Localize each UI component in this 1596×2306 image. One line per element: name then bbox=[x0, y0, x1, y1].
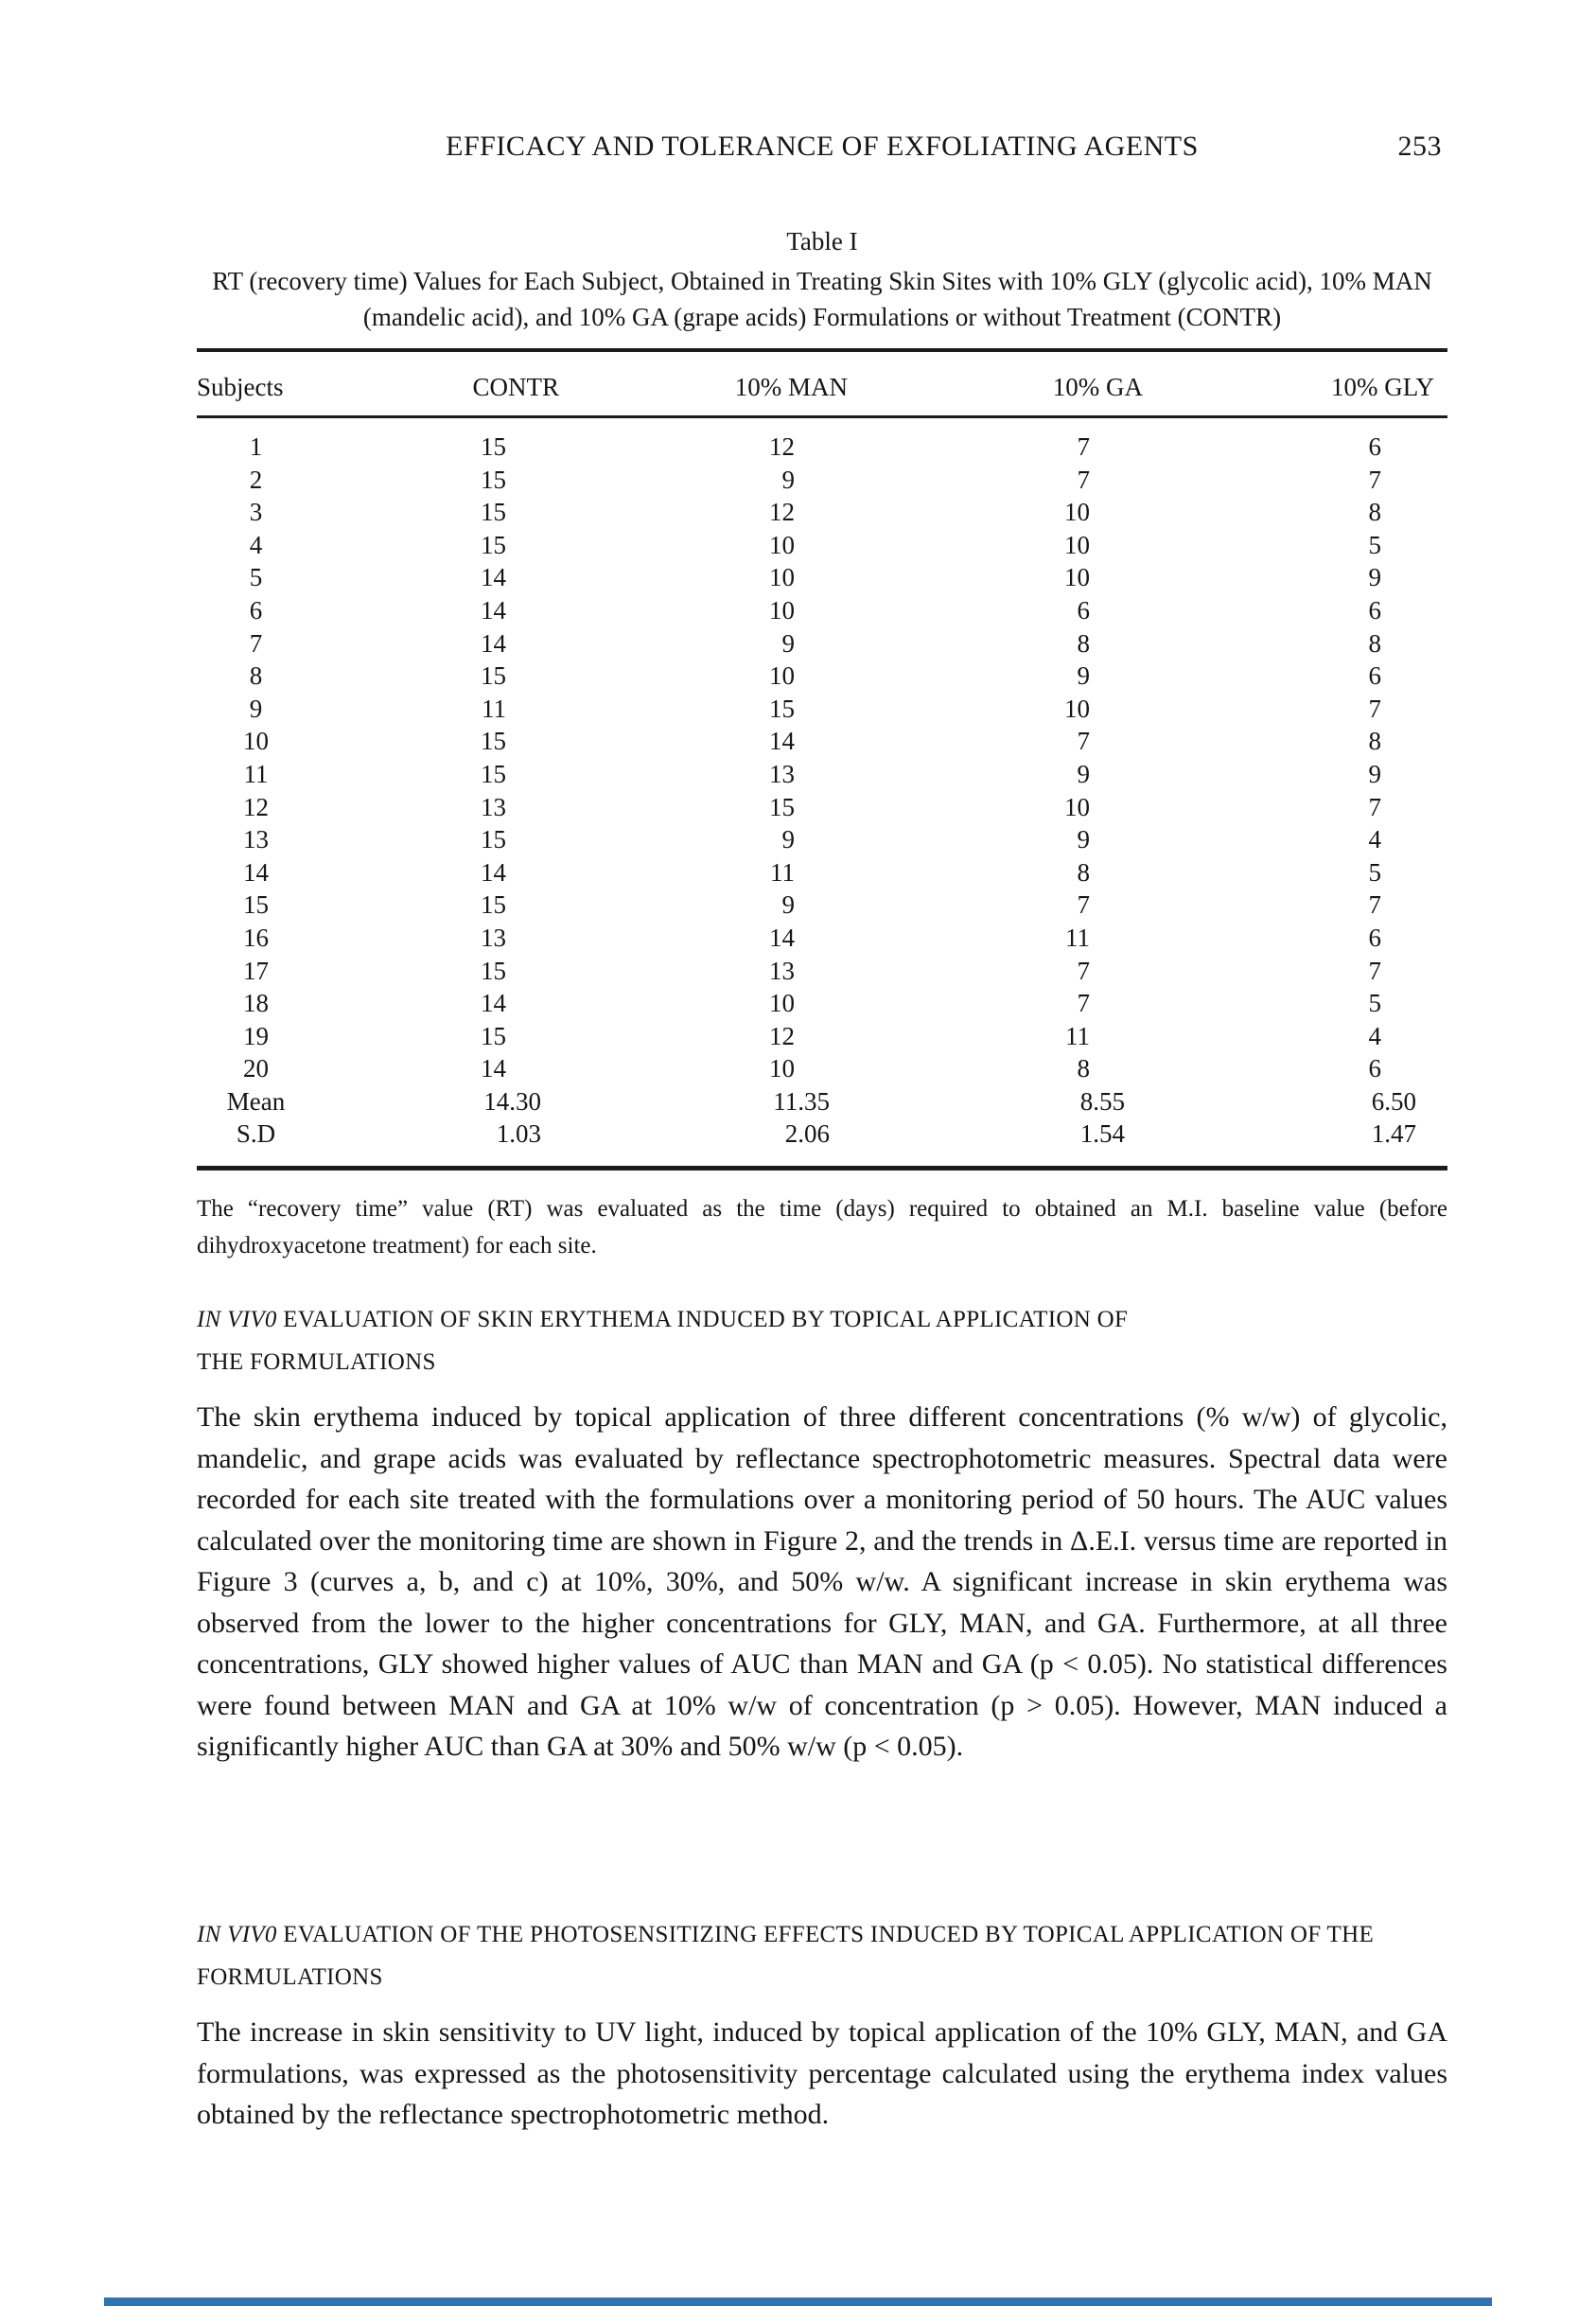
value-cell: 12 bbox=[769, 1021, 795, 1050]
value-cell: 7 bbox=[1368, 465, 1381, 494]
value-cell: 6 bbox=[1077, 595, 1090, 625]
value-cell: 4 bbox=[1368, 1021, 1381, 1050]
value-cell: 7 bbox=[1077, 727, 1090, 756]
value-cell: 10 bbox=[1064, 694, 1090, 723]
bottom-accent-bar bbox=[104, 2297, 1492, 2306]
value-cell: 12 bbox=[769, 432, 795, 461]
column-header-contr: CONTR bbox=[315, 350, 572, 417]
value-cell: 13 bbox=[481, 792, 506, 821]
table-row bbox=[197, 627, 1447, 660]
column-header-ga: 10% GA bbox=[861, 350, 1156, 417]
value-cell: 10 bbox=[1064, 530, 1090, 559]
table-body bbox=[197, 417, 1447, 1169]
value-cell: 6 bbox=[1368, 923, 1381, 952]
value-cell: 1.03 bbox=[496, 1119, 541, 1149]
table-row bbox=[197, 660, 1447, 693]
table-block bbox=[197, 227, 1447, 1171]
subject-cell: 9 bbox=[249, 694, 263, 723]
table-row bbox=[197, 561, 1447, 594]
value-cell: 9 bbox=[1077, 661, 1090, 691]
running-head: EFFICACY AND TOLERANCE OF EXFOLIATING AGENTS bbox=[446, 131, 1199, 162]
value-cell: 14 bbox=[769, 727, 795, 756]
table-caption: RT (recovery time) Values for Each Subject, Obtained in Treating Skin Sites with 10% GLY (glycolic acid), 10% MAN (mandelic acid), and 10% GA (grape acids) Formulations or without Treatment (CONTR) bbox=[212, 267, 1432, 331]
value-cell: 5 bbox=[1368, 857, 1381, 887]
value-cell: 8 bbox=[1368, 498, 1381, 527]
value-cell: 6 bbox=[1368, 595, 1381, 625]
table-row bbox=[197, 922, 1447, 955]
subject-cell: S.D bbox=[236, 1119, 276, 1149]
subject-cell: 2 bbox=[249, 465, 263, 494]
value-cell: 10 bbox=[1064, 563, 1090, 592]
value-cell: 15 bbox=[481, 432, 506, 461]
value-cell: 8 bbox=[1368, 628, 1381, 658]
value-cell: 5 bbox=[1368, 530, 1381, 559]
subject-cell: 17 bbox=[243, 956, 269, 985]
value-cell: 9 bbox=[781, 628, 795, 658]
value-cell: 6 bbox=[1368, 432, 1381, 461]
section-body-erythema: The skin erythema induced by topical application of three different concentrations (% w/w) of glycolic, mandelic, and grape acids was evaluated by reflectance spectrophotometric measures. Spectral data were recorded for each site treated with the formulations over a monitoring period of 50 hours. The AUC values calculated over the monitoring time are shown in Figure 2, and the trends in Δ.E.I. versus time are reported in Figure 3 (curves a, b, and c) at 10%, 30%, and 50% w/w. A significant increase in skin erythema was observed from the lower to the higher concentrations for GLY, MAN, and GA. Furthermore, at all three concentrations, GLY showed higher values of AUC than MAN and GA (p < 0.05). No statistical differences were found between MAN and GA at 10% w/w of concentration (p > 0.05). However, MAN induced a significantly higher AUC than GA at 30% and 50% w/w (p < 0.05). bbox=[197, 1401, 1447, 1762]
value-cell: 15 bbox=[481, 465, 506, 494]
value-cell: 10 bbox=[769, 530, 795, 559]
table-row bbox=[197, 889, 1447, 922]
section-heading-rest: EVALUATION OF SKIN ERYTHEMA INDUCED BY TOPICAL APPLICATION OF THE FORMULATIONS bbox=[197, 1307, 1129, 1375]
subject-cell: 4 bbox=[249, 530, 263, 559]
value-cell: 11 bbox=[1065, 923, 1090, 952]
subject-cell: 12 bbox=[243, 792, 269, 821]
value-cell: 7 bbox=[1368, 956, 1381, 985]
table-title: Table I bbox=[786, 227, 858, 255]
subject-cell: 11 bbox=[243, 759, 269, 788]
value-cell: 2.06 bbox=[784, 1119, 830, 1149]
value-cell: 10 bbox=[769, 563, 795, 592]
value-cell: 15 bbox=[481, 890, 506, 920]
value-cell: 15 bbox=[481, 661, 506, 691]
value-cell: 15 bbox=[481, 727, 506, 756]
value-cell: 9 bbox=[781, 465, 795, 494]
value-cell: 8 bbox=[1368, 727, 1381, 756]
value-cell: 14 bbox=[481, 595, 506, 625]
value-cell: 9 bbox=[781, 890, 795, 920]
page-number: 253 bbox=[1397, 131, 1442, 162]
value-cell: 10 bbox=[769, 595, 795, 625]
section-heading-erythema bbox=[197, 1298, 1171, 1383]
running-head-row bbox=[197, 131, 1447, 163]
section-heading-rest: EVALUATION OF THE PHOTOSENSITIZING EFFECTS INDUCED BY TOPICAL APPLICATION OF THE FORMULATIONS bbox=[197, 1922, 1375, 1990]
value-cell: 6.50 bbox=[1371, 1086, 1416, 1116]
value-cell: 10 bbox=[1064, 498, 1090, 527]
subject-cell: 3 bbox=[249, 498, 263, 527]
table-row bbox=[197, 1020, 1447, 1053]
table-row bbox=[197, 417, 1447, 464]
value-cell: 10 bbox=[1064, 792, 1090, 821]
value-cell: 13 bbox=[769, 956, 795, 985]
value-cell: 6 bbox=[1368, 1054, 1381, 1083]
value-cell: 14 bbox=[481, 857, 506, 887]
value-cell: 7 bbox=[1368, 890, 1381, 920]
section-heading-photosensitizing bbox=[197, 1913, 1398, 1998]
table-row bbox=[197, 496, 1447, 529]
table-row bbox=[197, 791, 1447, 824]
subject-cell: 8 bbox=[249, 661, 263, 691]
subject-cell: 14 bbox=[243, 857, 269, 887]
value-cell: 15 bbox=[481, 825, 506, 854]
value-cell: 7 bbox=[1077, 465, 1090, 494]
value-cell: 7 bbox=[1077, 432, 1090, 461]
value-cell: 15 bbox=[769, 694, 795, 723]
table-row bbox=[197, 955, 1447, 988]
value-cell: 7 bbox=[1368, 792, 1381, 821]
value-cell: 11 bbox=[482, 694, 506, 723]
value-cell: 15 bbox=[481, 530, 506, 559]
value-cell: 15 bbox=[481, 759, 506, 788]
table-row bbox=[197, 1052, 1447, 1085]
value-cell: 15 bbox=[481, 498, 506, 527]
table-footnote: The “recovery time” value (RT) was evaluated as the time (days) required to obtained an M.I. baseline value (before dihydroxyacetone treatment) for each site. bbox=[197, 1196, 1447, 1259]
value-cell: 7 bbox=[1077, 890, 1090, 920]
value-cell: 13 bbox=[481, 923, 506, 952]
value-cell: 8 bbox=[1077, 628, 1090, 658]
table-row bbox=[197, 594, 1447, 627]
value-cell: 10 bbox=[769, 989, 795, 1018]
table-row bbox=[197, 1118, 1447, 1168]
value-cell: 9 bbox=[1077, 759, 1090, 788]
value-cell: 1.47 bbox=[1371, 1119, 1416, 1149]
column-header-man: 10% MAN bbox=[572, 350, 861, 417]
value-cell: 15 bbox=[481, 956, 506, 985]
value-cell: 14 bbox=[769, 923, 795, 952]
value-cell: 9 bbox=[1368, 563, 1381, 592]
subject-cell: 10 bbox=[243, 727, 269, 756]
value-cell: 10 bbox=[769, 1054, 795, 1083]
table-row bbox=[197, 987, 1447, 1020]
subject-cell: 18 bbox=[243, 989, 269, 1018]
value-cell: 10 bbox=[769, 661, 795, 691]
section-heading-lead: IN VIV0 bbox=[197, 1307, 277, 1332]
table-row bbox=[197, 758, 1447, 791]
value-cell: 14.30 bbox=[483, 1086, 541, 1116]
table-row bbox=[197, 1085, 1447, 1118]
column-header-subjects: Subjects bbox=[197, 350, 315, 417]
value-cell: 11 bbox=[1065, 1021, 1090, 1050]
subject-cell: 1 bbox=[249, 432, 263, 461]
value-cell: 7 bbox=[1077, 989, 1090, 1018]
value-cell: 13 bbox=[769, 759, 795, 788]
value-cell: 11 bbox=[770, 857, 795, 887]
value-cell: 1.54 bbox=[1079, 1119, 1125, 1149]
value-cell: 4 bbox=[1368, 825, 1381, 854]
value-cell: 11.35 bbox=[773, 1086, 830, 1116]
value-cell: 8 bbox=[1077, 857, 1090, 887]
value-cell: 14 bbox=[481, 989, 506, 1018]
recovery-time-table bbox=[197, 348, 1447, 1171]
subject-cell: 19 bbox=[243, 1021, 269, 1050]
table-row bbox=[197, 464, 1447, 497]
value-cell: 8 bbox=[1077, 1054, 1090, 1083]
value-cell: 6 bbox=[1368, 661, 1381, 691]
value-cell: 14 bbox=[481, 563, 506, 592]
value-cell: 7 bbox=[1368, 694, 1381, 723]
value-cell: 12 bbox=[769, 498, 795, 527]
table-row bbox=[197, 693, 1447, 726]
value-cell: 14 bbox=[481, 628, 506, 658]
value-cell: 9 bbox=[781, 825, 795, 854]
value-cell: 15 bbox=[769, 792, 795, 821]
table-row bbox=[197, 529, 1447, 562]
value-cell: 14 bbox=[481, 1054, 506, 1083]
value-cell: 7 bbox=[1077, 956, 1090, 985]
value-cell: 8.55 bbox=[1079, 1086, 1125, 1116]
subject-cell: 5 bbox=[249, 563, 263, 592]
table-row bbox=[197, 856, 1447, 889]
value-cell: 9 bbox=[1368, 759, 1381, 788]
section-body-photosensitizing: The increase in skin sensitivity to UV light, induced by topical application of the 10% GLY, MAN, and GA formulations, was expressed as the photosensitivity percentage calculated using the erythema index values obtained by the reflectance spectrophotometric method. bbox=[197, 2016, 1447, 2130]
value-cell: 5 bbox=[1368, 989, 1381, 1018]
subject-cell: 16 bbox=[243, 923, 269, 952]
subject-cell: 6 bbox=[249, 595, 263, 625]
subject-cell: 7 bbox=[249, 628, 263, 658]
subject-cell: 15 bbox=[243, 890, 269, 920]
subject-cell: 20 bbox=[243, 1054, 269, 1083]
subject-cell: 13 bbox=[243, 825, 269, 854]
table-row bbox=[197, 725, 1447, 758]
value-cell: 15 bbox=[481, 1021, 506, 1050]
section-heading-lead: IN VIV0 bbox=[197, 1922, 277, 1947]
column-header-gly: 10% GLY bbox=[1156, 350, 1447, 417]
table-header-row bbox=[197, 350, 1447, 417]
table-row bbox=[197, 823, 1447, 856]
value-cell: 9 bbox=[1077, 825, 1090, 854]
subject-cell: Mean bbox=[226, 1086, 286, 1116]
